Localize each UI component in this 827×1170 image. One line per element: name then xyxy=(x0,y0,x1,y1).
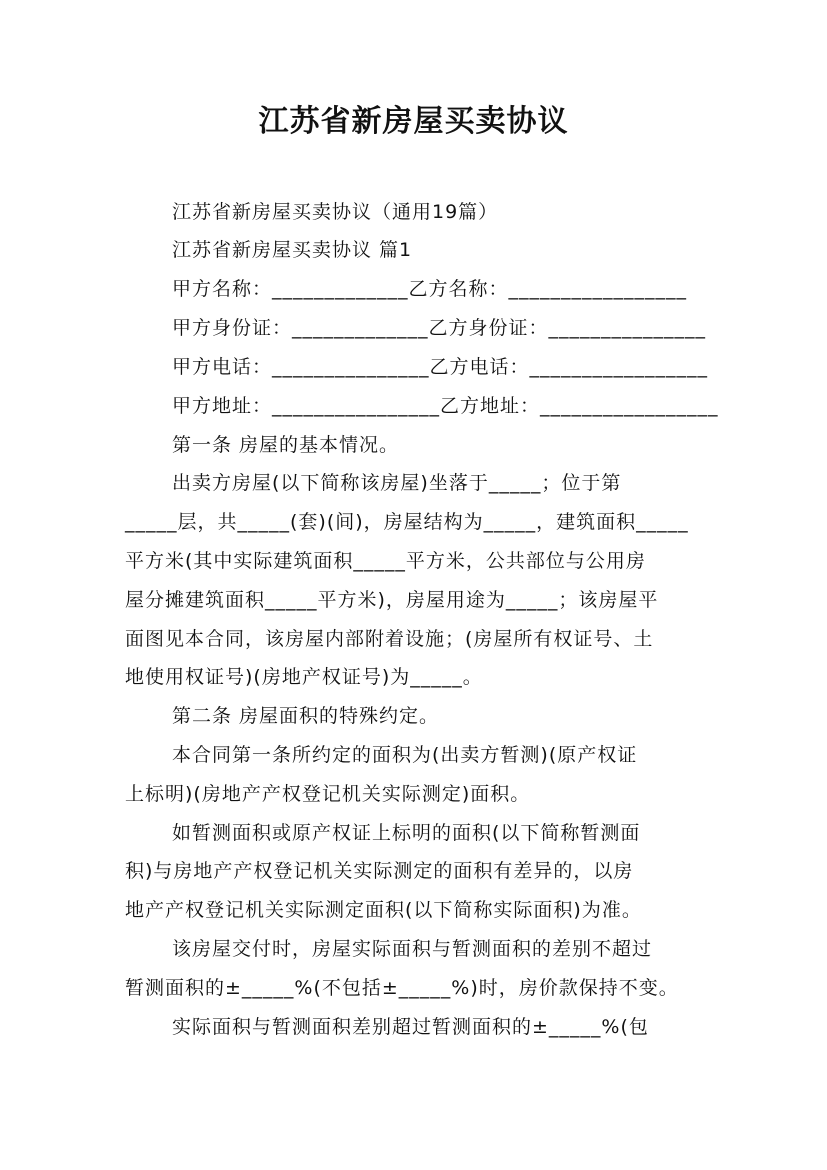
paragraph-line: 该房屋交付时，房屋实际面积与暂测面积的差别不超过 xyxy=(172,938,653,960)
paragraph-line: 积)与房地产产权登记机关实际测定的面积有差异的，以房 xyxy=(125,860,634,882)
party-phone-line: 甲方电话：_______________乙方电话：_________________ xyxy=(172,356,709,378)
paragraph-line: 暂测面积的±_____%(不包括±_____%)时，房价款保持不变。 xyxy=(125,977,679,999)
party-name-line: 甲方名称：_____________乙方名称：_________________ xyxy=(172,278,688,300)
paragraph-line: 屋分摊建筑面积_____平方米)，房屋用途为_____；该房屋平 xyxy=(125,589,659,611)
paragraph-line: 实际面积与暂测面积差别超过暂测面积的±_____%(包 xyxy=(172,1016,649,1038)
section-heading-line: 江苏省新房屋买卖协议 篇1 xyxy=(172,239,413,261)
subtitle-line: 江苏省新房屋买卖协议（通用19篇） xyxy=(172,201,499,223)
paragraph-line: _____层，共_____(套)(间)，房屋结构为_____，建筑面积_____ xyxy=(125,511,689,533)
paragraph-line: 如暂测面积或原产权证上标明的面积(以下简称暂测面 xyxy=(172,822,641,844)
party-address-line: 甲方地址：________________乙方地址：_________________ xyxy=(172,395,719,417)
article-two-heading: 第二条 房屋面积的特殊约定。 xyxy=(172,705,440,727)
paragraph-line: 出卖方房屋(以下简称该房屋)坐落于_____；位于第 xyxy=(172,472,622,494)
paragraph-line: 地使用权证号)(房地产权证号)为_____。 xyxy=(125,666,483,688)
paragraph-line: 面图见本合同，该房屋内部附着设施；(房屋所有权证号、土 xyxy=(125,628,654,650)
paragraph-line: 平方米(其中实际建筑面积_____平方米，公共部位与公用房 xyxy=(125,550,646,572)
paragraph-line: 上标明)(房地产产权登记机关实际测定)面积。 xyxy=(125,783,531,805)
document-title: 江苏省新房屋买卖协议 xyxy=(258,104,569,139)
article-one-heading: 第一条 房屋的基本情况。 xyxy=(172,434,400,456)
party-id-line: 甲方身份证：_____________乙方身份证：_______________ xyxy=(172,317,707,339)
paragraph-line: 地产产权登记机关实际测定面积(以下简称实际面积)为准。 xyxy=(125,899,642,921)
paragraph-line: 本合同第一条所约定的面积为(出卖方暂测)(原产权证 xyxy=(172,744,638,766)
